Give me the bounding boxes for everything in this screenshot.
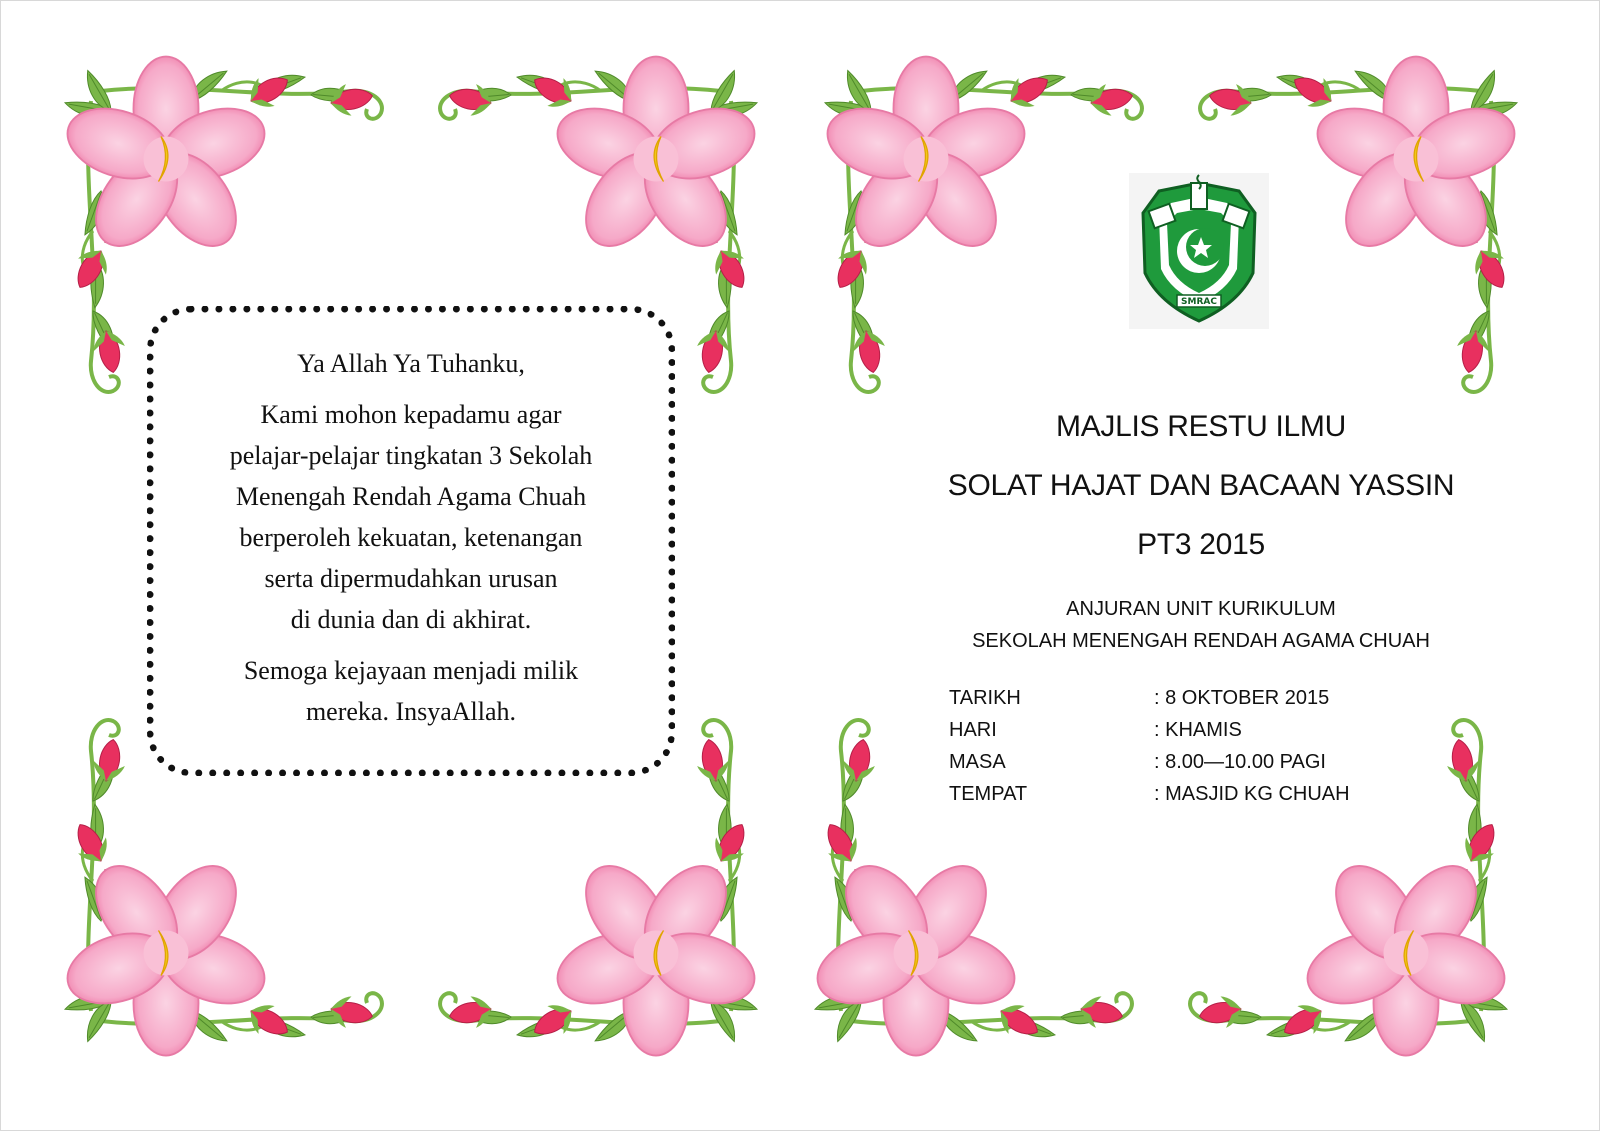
event-year: PT3 2015: [1137, 528, 1265, 561]
prayer-closing: [154, 650, 668, 732]
detail-row-venue: [949, 783, 1350, 815]
prayer-body: [154, 394, 668, 640]
prayer-line: mereka. InsyaAllah.: [305, 697, 517, 726]
prayer-line: berperoleh kekuatan, ketenangan: [239, 523, 583, 552]
event-title: MAJLIS RESTU ILMU: [1056, 410, 1346, 443]
detail-row-time: [949, 751, 1350, 783]
prayer-line: Menengah Rendah Agama Chuah: [235, 482, 587, 511]
prayer-line: pelajar-pelajar tingkatan 3 Sekolah: [229, 441, 593, 470]
prayer-line: di dunia dan di akhirat.: [290, 605, 532, 634]
event-subtitle: SOLAT HAJAT DAN BACAAN YASSIN: [947, 469, 1455, 502]
detail-label: TEMPAT: [949, 783, 1028, 805]
detail-label: MASA: [949, 751, 1006, 773]
event-details: [949, 687, 1350, 815]
left-panel: [1, 1, 801, 1132]
organizer-block: [881, 593, 1521, 657]
detail-label: TARIKH: [949, 687, 1021, 709]
prayer-line: serta dipermudahkan urusan: [264, 564, 558, 593]
detail-value: : KHAMIS: [1154, 719, 1242, 741]
detail-label: HARI: [949, 719, 997, 741]
event-titles: [881, 397, 1521, 574]
prayer-line: Semoga kejayaan menjadi milik: [243, 656, 579, 685]
detail-value: : 8 OKTOBER 2015: [1154, 687, 1330, 709]
prayer-line: Kami mohon kepadamu agar: [260, 400, 562, 429]
detail-row-date: [949, 687, 1350, 719]
detail-row-day: [949, 719, 1350, 751]
prayer-greeting: Ya Allah Ya Tuhanku,: [297, 349, 525, 378]
crest-banner-text: SMRAC: [1181, 297, 1217, 307]
detail-value: : MASJID KG CHUAH: [1154, 783, 1350, 805]
organizer-line: ANJURAN UNIT KURIKULUM: [1066, 598, 1336, 620]
prayer-box: [147, 306, 675, 776]
floral-corner-icon: [831, 71, 1171, 421]
organizer-line: SEKOLAH MENENGAH RENDAH AGAMA CHUAH: [972, 630, 1430, 652]
school-crest-icon: [1129, 173, 1269, 329]
school-crest: [1129, 173, 1269, 329]
detail-value: : 8.00—10.00 PAGI: [1154, 751, 1326, 773]
